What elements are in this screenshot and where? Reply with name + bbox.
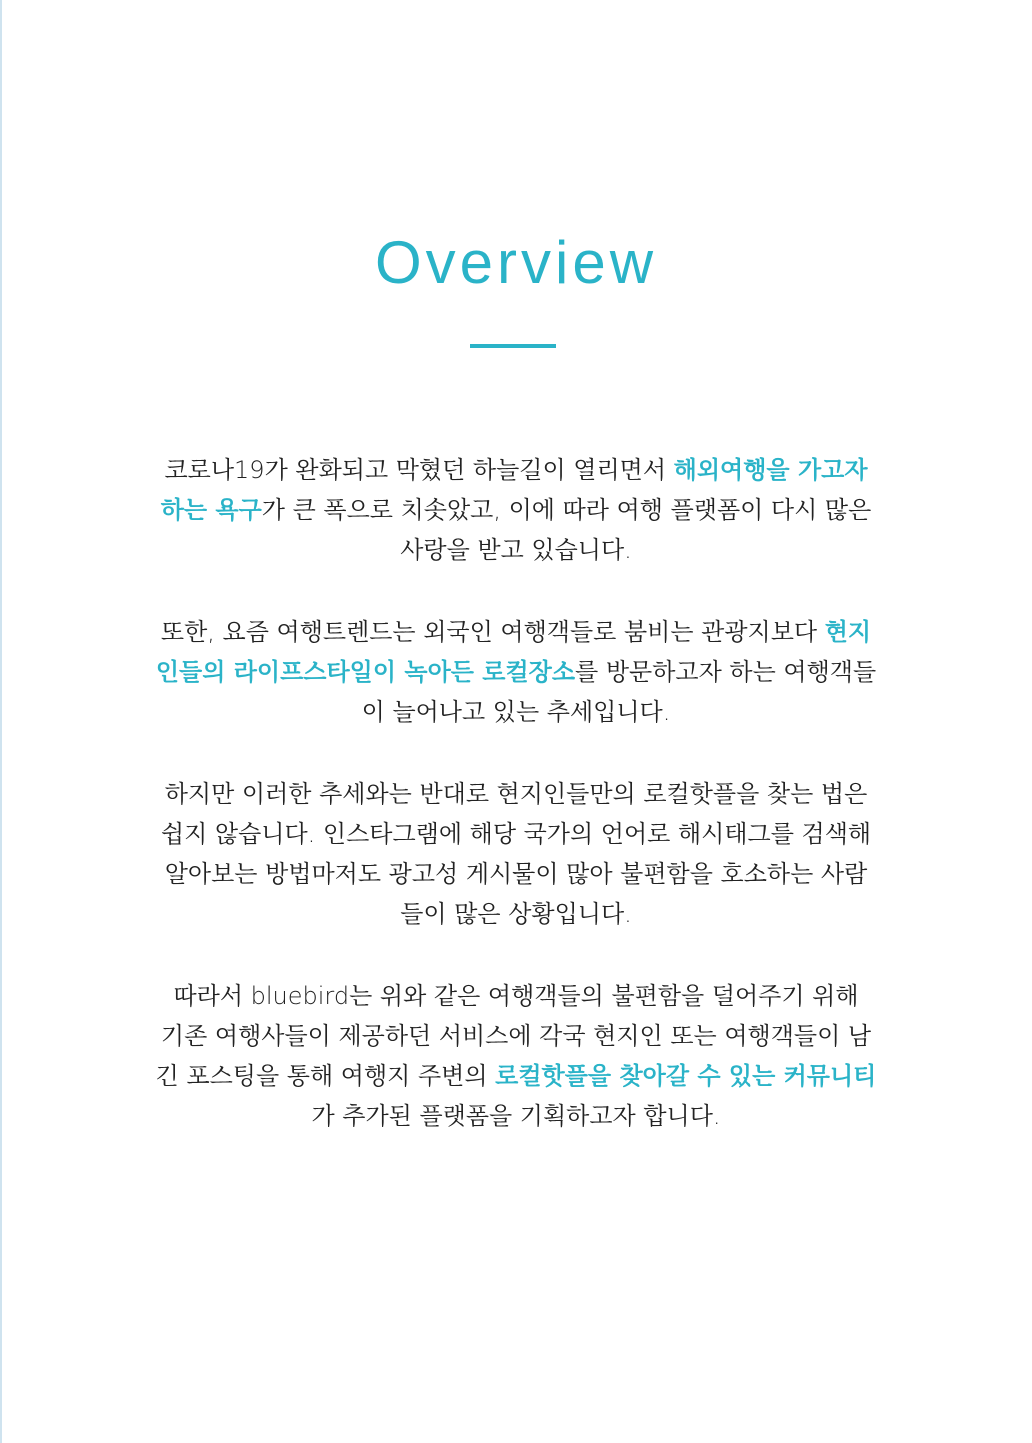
text-line	[120, 490, 912, 530]
body-text: 가 큰 폭으로 치솟았고, 이에 따라 여행 플랫폼이 다시 많은	[261, 496, 872, 524]
body-text: 이 늘어나고 있는 추세입니다.	[361, 698, 671, 726]
body-text: 따라서 bluebird는 위와 같은 여행객들의 불편함을 덜어주기 위해	[173, 982, 859, 1010]
body-text: 를 방문하고자 하는 여행객들	[575, 658, 877, 686]
body-text: 하지만 이러한 추세와는 반대로 현지인들만의 로컬핫플을 찾는 법은	[164, 780, 868, 808]
body-text: 코로나19가 완화되고 막혔던 하늘길이 열리면서	[164, 456, 674, 484]
text-line	[120, 530, 912, 570]
highlighted-text: 해외여행을 가고자	[673, 456, 868, 484]
body-text: 긴 포스팅을 통해 여행지 주변의	[155, 1062, 496, 1090]
paragraph	[120, 976, 912, 1136]
text-line	[120, 774, 912, 814]
text-line	[120, 692, 912, 732]
text-line	[120, 894, 912, 934]
highlighted-text: 현지	[824, 618, 872, 646]
body-text: 가 추가된 플랫폼을 기획하고자 합니다.	[311, 1102, 721, 1130]
text-line	[120, 814, 912, 854]
text-line	[120, 976, 912, 1016]
body-text: 쉽지 않습니다. 인스타그램에 해당 국가의 언어로 해시태그를 검색해	[160, 820, 872, 848]
text-line	[120, 1016, 912, 1056]
body-text: 사랑을 받고 있습니다.	[400, 536, 632, 564]
highlighted-text: 인들의 라이프스타일이 녹아든 로컬장소	[155, 658, 576, 686]
page-title: Overview	[374, 229, 658, 296]
overview-body	[120, 450, 912, 1178]
body-text: 기존 여행사들이 제공하던 서비스에 각국 현지인 또는 여행객들이 남	[160, 1022, 872, 1050]
highlighted-text: 하는 욕구	[160, 496, 262, 524]
paragraph	[120, 450, 912, 570]
text-line	[120, 450, 912, 490]
text-line	[120, 612, 912, 652]
body-text: 알아보는 방법마저도 광고성 게시물이 많아 불편함을 호소하는 사람	[164, 860, 868, 888]
text-line	[120, 652, 912, 692]
body-text: 또한, 요즘 여행트렌드는 외국인 여행객들로 붐비는 관광지보다	[160, 618, 825, 646]
highlighted-text: 로컬핫플을 찾아갈 수 있는 커뮤니티	[495, 1062, 877, 1090]
page-left-edge	[0, 0, 2, 1443]
body-text: 들이 많은 상황입니다.	[400, 900, 632, 928]
title-underline	[470, 344, 556, 348]
text-line	[120, 1056, 912, 1096]
text-line	[120, 1096, 912, 1136]
paragraph	[120, 612, 912, 732]
paragraph	[120, 774, 912, 934]
text-line	[120, 854, 912, 894]
